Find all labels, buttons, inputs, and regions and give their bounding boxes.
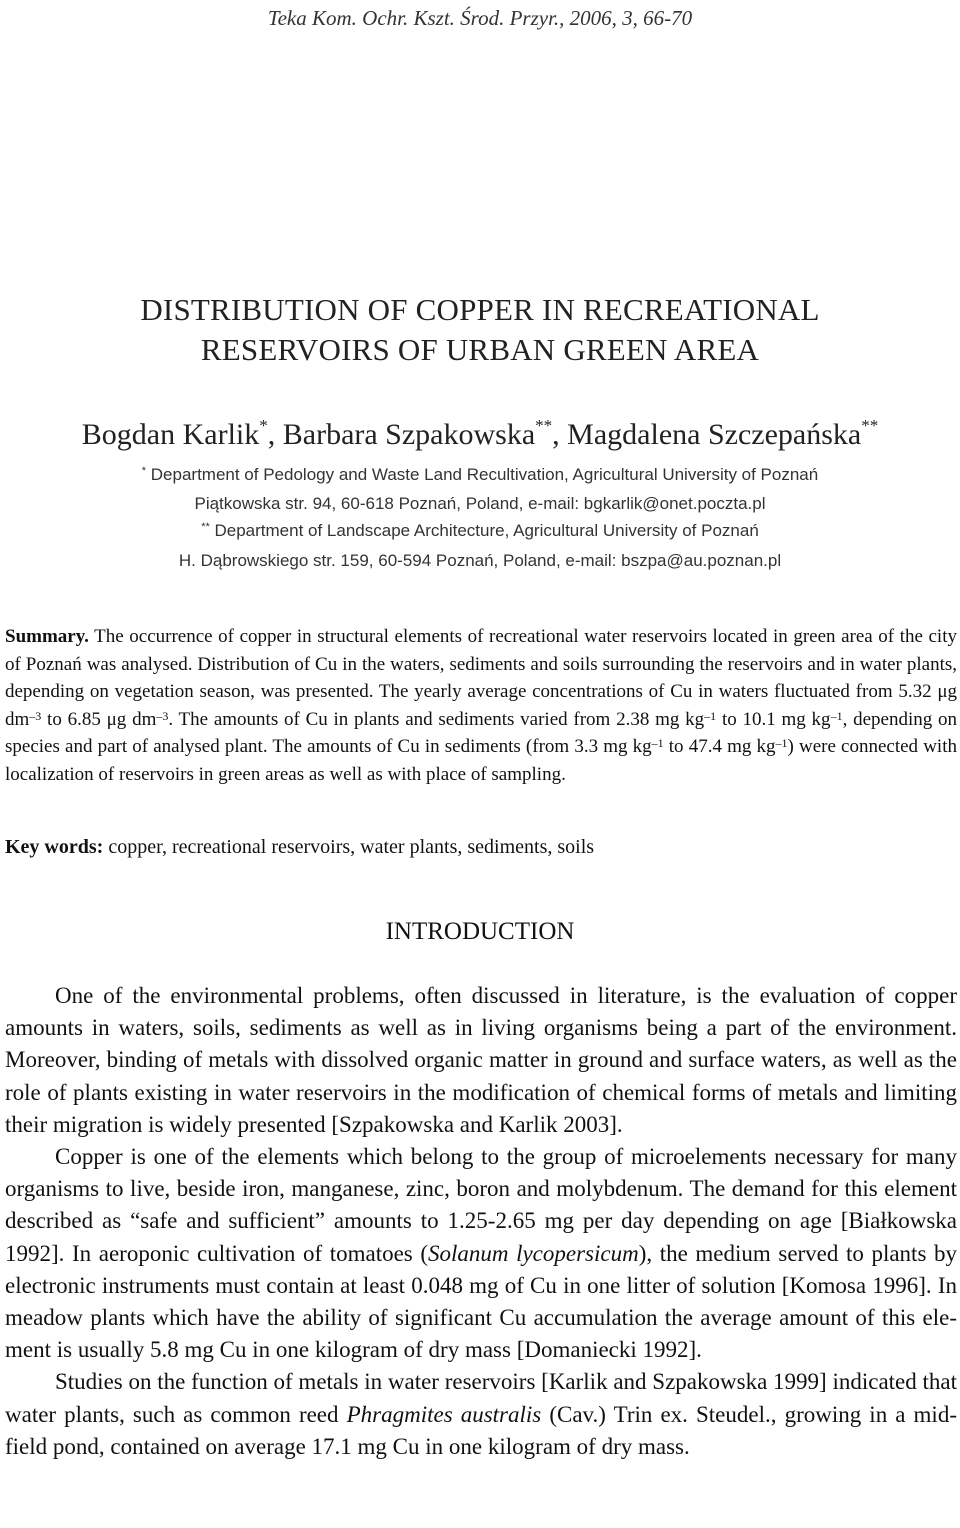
- affiliation-mark: *: [141, 465, 147, 477]
- summary-text: , depending on species and part of analysed plant. The amounts of Cu in sediments (from 3.3 mg kg: [5, 708, 957, 757]
- affiliation-mark: **: [201, 521, 210, 533]
- introduction-body: [5, 980, 957, 1463]
- superscript: –1: [775, 736, 788, 750]
- keywords-text: copper, recreational reservoirs, water plants, sediments, soils: [103, 836, 595, 858]
- introduction-paragraph-2: [5, 1141, 957, 1366]
- paragraph-text: Studies on the function of metals in water reservoirs [Karlik and Szpakowska 1999] indicated that water plants, such as common reed: [5, 1369, 957, 1427]
- affiliation-2-line-1: [0, 521, 960, 541]
- author-list: [0, 418, 960, 452]
- title-line-1: DISTRIBUTION OF COPPER IN RECREATIONAL: [140, 292, 820, 327]
- affiliation-2-line-2: H. Dąbrowskiego str. 159, 60-594 Poznań, Poland, e-mail: bszpa@au.poznan.pl: [178, 551, 782, 570]
- summary-text: ) were connected with localization of reservoirs in green areas as well as with place of sampling.: [5, 736, 957, 785]
- author-mark: **: [861, 416, 879, 435]
- summary-label: Summary.: [5, 626, 89, 647]
- affiliation-1-line-2: Piątkowska str. 94, 60-618 Poznań, Poland, e-mail: bgkarlik@onet.poczta.pl: [194, 494, 766, 513]
- species-name: Phragmites australis: [346, 1401, 542, 1427]
- section-heading-introduction: INTRODUCTION: [385, 918, 575, 945]
- running-head: Teka Kom. Ochr. Kszt. Środ. Przyr., 2006, 3, 66-70: [267, 6, 693, 30]
- paragraph-text: (Cav.) Trin ex. Steudel., growing in a mid-field pond, contained on average 17.1 mg Cu in one kilogram of dry mass.: [5, 1401, 957, 1459]
- author-mark: *: [259, 416, 268, 435]
- paper-title: [0, 290, 960, 370]
- title-line-2: RESERVOIRS OF URBAN GREEN AREA: [200, 332, 760, 367]
- affiliation-1-line-1: [0, 465, 960, 485]
- summary-paragraph: [5, 623, 957, 788]
- author-name: Bogdan Karlik: [81, 418, 260, 451]
- superscript: –1: [651, 736, 664, 750]
- paragraph-text: ), the medium served to plants by electronic instruments must contain at least 0.048 mg of Cu in one litter of solution [Komosa 1996]. In meadow plants which have the ability of significant Cu accumulation the average amount of this element is usually 5.8 mg Cu in one kilogram of dry mass [Domaniecki 1992].: [5, 1240, 957, 1363]
- summary-text: to 10.1 mg kg: [716, 708, 831, 730]
- superscript: –1: [830, 708, 843, 723]
- affiliation-text: Department of Landscape Architecture, Agricultural University of Poznań: [209, 521, 759, 540]
- introduction-paragraph-3: [5, 1366, 957, 1463]
- paragraph-text: Copper is one of the elements which belong to the group of microelements necessary for many organisms to live, beside iron, manganese, zinc, boron and molybdenum. The demand for this element described as “safe and sufficient” amounts to 1.25-2.65 mg per day depending on age [Białkowska 1992]. In aeroponic cultivation of tomatoes (: [5, 1144, 957, 1266]
- species-name: Solanum lycopersicum: [428, 1240, 639, 1266]
- author-name: , Barbara Szpakowska: [267, 418, 536, 451]
- introduction-paragraph-1: One of the environmental problems, often discussed in literature, is the evaluation of copper amounts in waters, soils, sediments as well as in living organisms being a part of the environment. Moreover, binding of metals with dissolved organic matter in ground and surface waters, as well as the role of plants existing in water reservoirs in the modification of chemical forms of metals and limiting their migration is widely presented [Szpakowska and Karlik 2003].: [5, 983, 957, 1137]
- affiliation-text: Department of Pedology and Waste Land Recultivation, Agricultural University of Poznań: [146, 465, 819, 484]
- summary-text: . The amounts of Cu in plants and sediments varied from 2.38 mg kg: [168, 708, 705, 730]
- keywords-label: Key words:: [5, 836, 104, 858]
- summary-text: to 47.4 mg kg: [663, 736, 776, 757]
- keywords: [5, 836, 957, 859]
- superscript: –3: [156, 708, 169, 723]
- superscript: –1: [704, 708, 717, 723]
- summary-text: to 6.85 μg dm: [41, 708, 157, 730]
- author-name: , Magdalena Szczepańska: [552, 418, 862, 451]
- author-mark: **: [535, 416, 553, 435]
- superscript: –3: [29, 708, 42, 723]
- summary-text: The occurrence of copper in structural elements of recreational water reservoirs located in green area of the city of Poznań was analysed. Distribution of Cu in the waters, sediments and soils surrounding the reservoirs and in water plants, depending on vegetation season, was presented. The yearly average concentrations of Cu in waters fluctuated from 5.32 μg dm: [5, 626, 957, 730]
